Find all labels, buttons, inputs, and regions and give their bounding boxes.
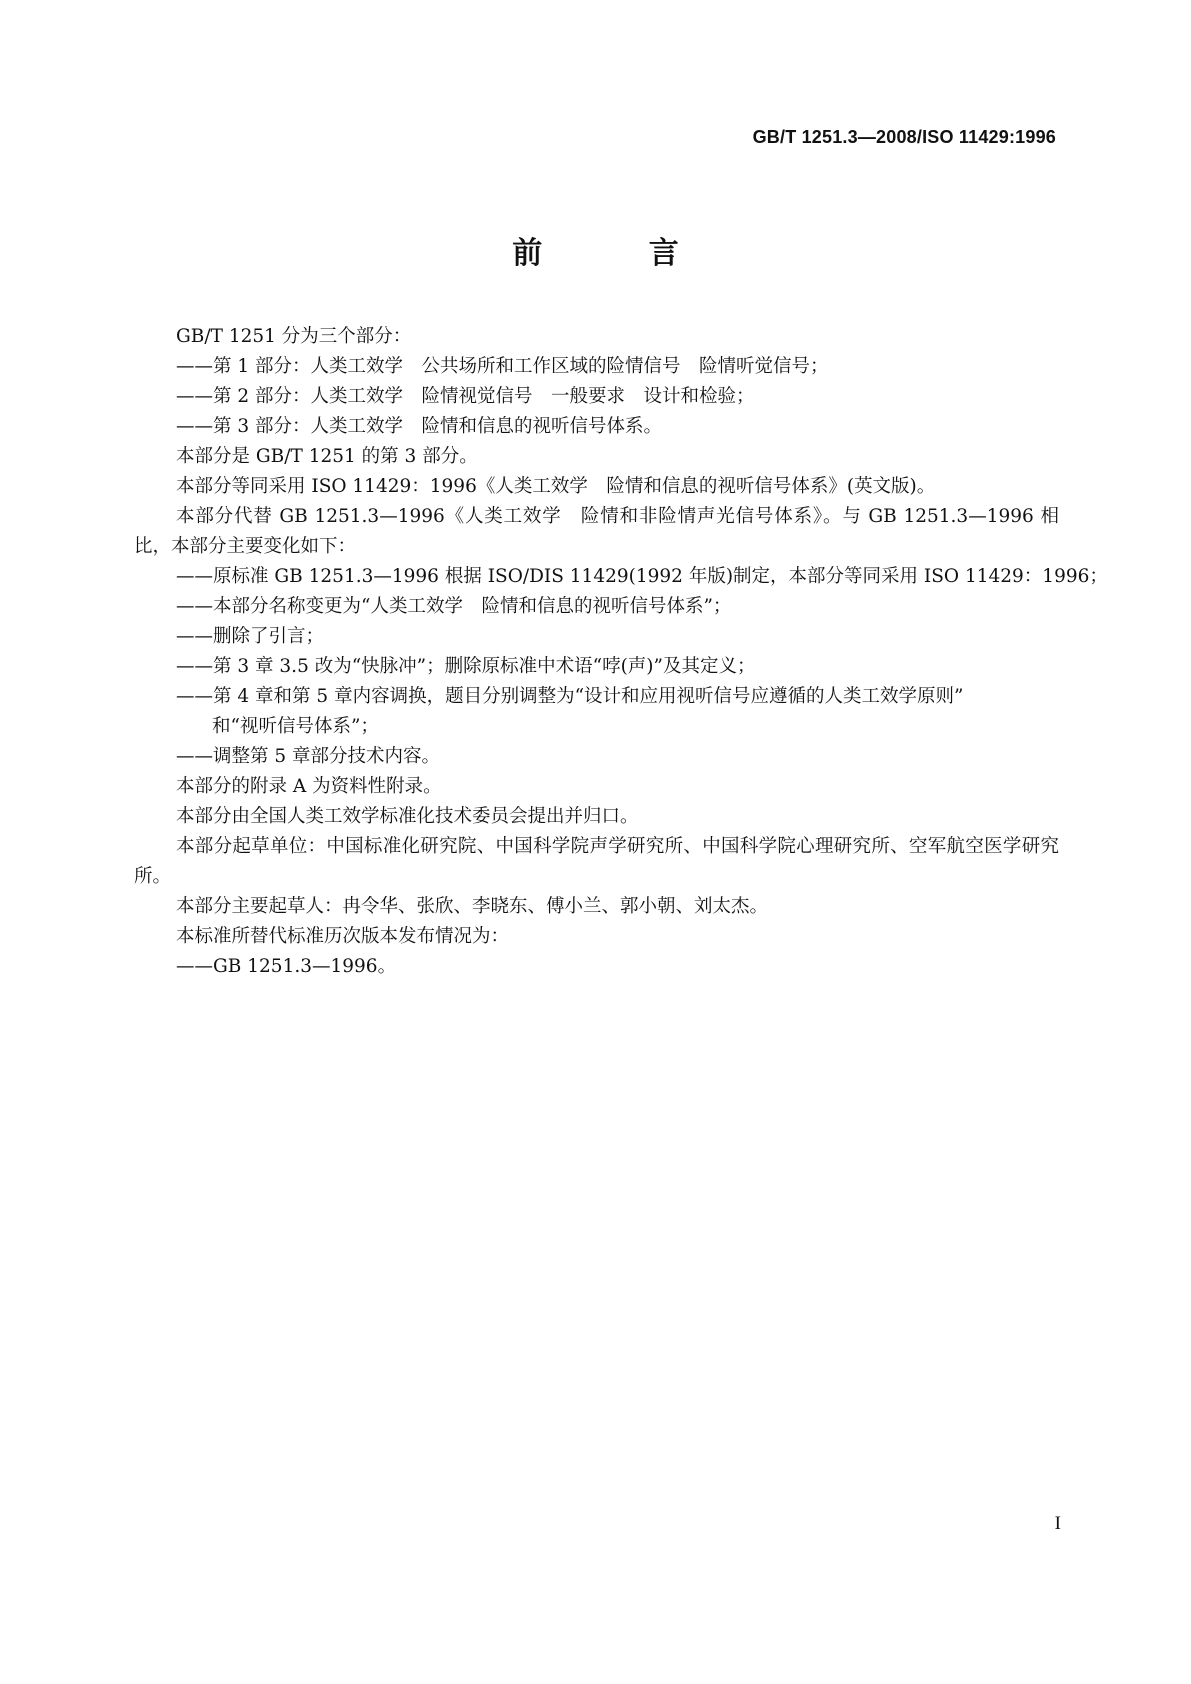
list-item-part-3: ——第 3 部分：人类工效学 险情和信息的视听信号体系。 [176,416,663,437]
page-number: I [1054,1513,1061,1534]
foreword-body [134,322,1108,982]
paragraph-annex: 本部分的附录 A 为资料性附录。 [176,776,442,797]
list-item-change-6: ——调整第 5 章部分技术内容。 [176,746,441,767]
list-item-change-2: ——本部分名称变更为“人类工效学 险情和信息的视听信号体系”； [176,596,732,617]
list-item-part-2: ——第 2 部分：人类工效学 险情视觉信号 一般要求 设计和检验； [176,386,755,407]
paragraph-replacement: 本部分代替 GB 1251.3—1996《人类工效学 险情和非险情声光信号体系》。与 GB 1251.3—1996 相比，本部分主要变化如下： [134,506,1059,557]
paragraph-adoption: 本部分等同采用 ISO 11429：1996《人类工效学 险情和信息的视听信号体系》(英文版)。 [176,476,936,497]
list-item-part-1: ——第 1 部分：人类工效学 公共场所和工作区域的险情信号 险情听觉信号； [176,356,829,377]
list-item-change-5-line-2: 和“视听信号体系”； [212,716,379,737]
paragraph-proposer: 本部分由全国人类工效学标准化技术委员会提出并归口。 [176,806,639,827]
standard-code: GB/T 1251.3—2008/ISO 11429:1996 [752,127,1056,147]
paragraph-history-intro: 本标准所替代标准历次版本发布情况为： [176,926,510,947]
list-item-change-5-line-1: ——第 4 章和第 5 章内容调换，题目分别调整为“设计和应用视听信号应遵循的人类工效学原则” [176,686,964,707]
list-item-history: ——GB 1251.3—1996。 [176,956,397,977]
page-title: 前 言 [512,236,727,271]
paragraph-part-statement: 本部分是 GB/T 1251 的第 3 部分。 [176,446,478,467]
list-item-change-5 [134,682,1059,742]
paragraph-drafting-units: 本部分起草单位：中国标准化研究院、中国科学院声学研究所、中国科学院心理研究所、空军航空医学研究所。 [134,836,1059,887]
paragraph-drafters: 本部分主要起草人：冉令华、张欣、李晓东、傅小兰、郭小朝、刘太杰。 [176,896,769,917]
list-item-change-4: ——第 3 章 3.5 改为“快脉冲”；删除原标准中术语“哱(声)”及其定义； [176,656,756,677]
list-item-change-3: ——删除了引言； [176,626,325,647]
list-item-change-1: ——原标准 GB 1251.3—1996 根据 ISO/DIS 11429(1992 年版)制定，本部分等同采用 ISO 11429：1996； [176,566,1108,587]
paragraph-parts-intro: GB/T 1251 分为三个部分： [176,326,412,347]
